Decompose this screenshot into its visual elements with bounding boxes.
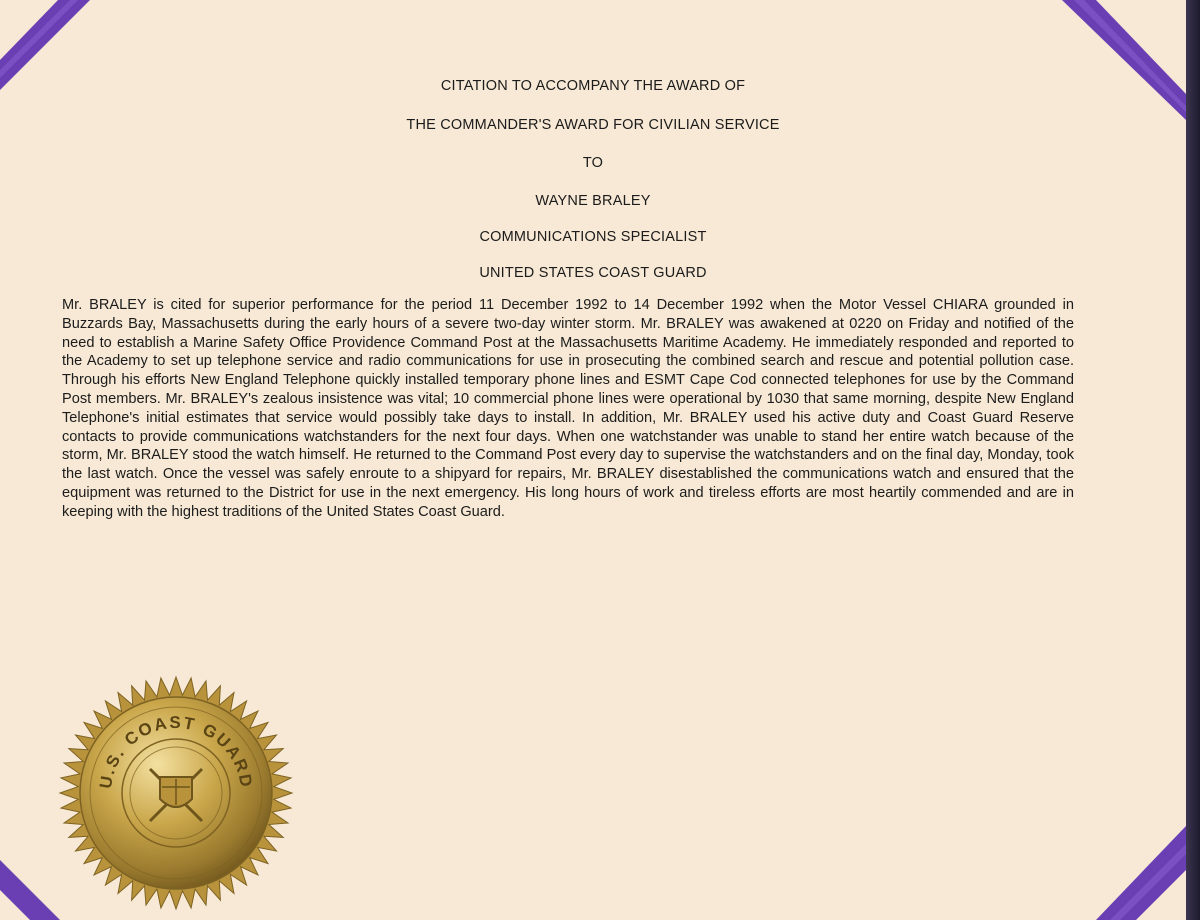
folder-edge (1186, 0, 1200, 920)
citation-title-line-1: CITATION TO ACCOMPANY THE AWARD OF (440, 78, 746, 94)
gold-foil-seal-icon (56, 673, 296, 913)
recipient-name: WAYNE BRALEY (535, 193, 651, 209)
recipient-title: COMMUNICATIONS SPECIALIST (479, 229, 707, 245)
corner-ribbon-top-left-icon (0, 0, 90, 90)
organization-name: UNITED STATES COAST GUARD (479, 265, 707, 281)
corner-ribbon-bottom-left-icon (0, 860, 60, 920)
heading-to: TO (582, 155, 604, 171)
award-name: THE COMMANDER'S AWARD FOR CIVILIAN SERVICE (406, 117, 780, 133)
corner-ribbon-bottom-right-icon (1096, 826, 1186, 920)
corner-ribbon-top-right-icon (1062, 0, 1186, 120)
svg-text:U.S. COAST GUARD: U.S. COAST GUARD (95, 713, 257, 790)
citation-body: Mr. BRALEY is cited for superior performance for the period 11 December 1992 to 14 December 1992 when the Motor Vessel CHIARA grounded in Buzzards Bay, Massachusetts during the early hours of a severe two-day winter storm. Mr. BRALEY was awakened at 0220 on Friday and notified of the need to establish a Marine Safety Office Providence Command Post at the Massachusetts Maritime Academy. He immediately responded and reported to the Academy to set up telephone service and radio communications for use in prosecuting the combined search and rescue and potential pollution case. Through his efforts New England Telephone quickly installed temporary phone lines and ESMT Cape Cod connected telephones for use by the Command Post members. Mr. BRALEY's zealous insistence was vital; 10 commercial phone lines were operational by 1030 that same morning, despite New England Telephone's initial estimates that service would possibly take days to install. In addition, Mr. BRALEY used his active duty and Coast Guard Reserve contacts to provide communications watchstanders for the next four days. When one watchstander was unable to stand her entire watch because of the storm, Mr. BRALEY stood the watch himself. He returned to the Command Post every day to supervise the watchstanders and on the final day, Monday, took the last watch. Once the vessel was safely enroute to a shipyard for repairs, Mr. BRALEY disestablished the communications watch and ensured that the equipment was returned to the District for use in the next emergency. His long hours of work and tireless efforts are most heartily commended and are in keeping with the highest traditions of the United States Coast Guard. (62, 297, 1074, 520)
